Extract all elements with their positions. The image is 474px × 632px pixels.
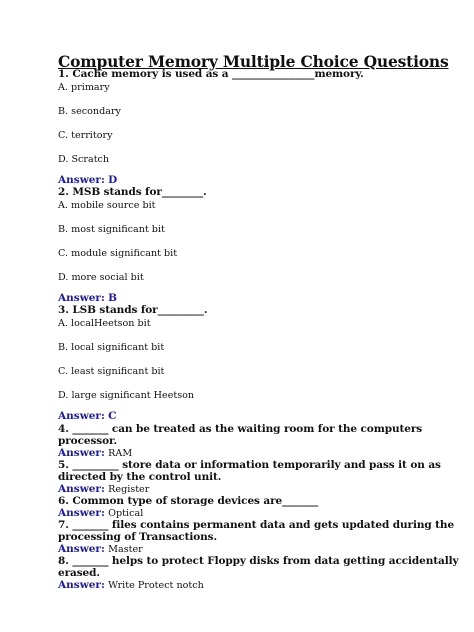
answer-label: Answer: (58, 507, 105, 519)
answer-label: Answer: (58, 410, 105, 422)
question-7-line-1: 7. _______ files contains permanent data and gets updated during the (58, 519, 455, 531)
q2-option-c: C. module significant bit (58, 248, 178, 259)
q3-answer (58, 410, 117, 422)
q1-option-c: C. territory (58, 130, 113, 141)
q4-answer (58, 447, 132, 459)
q1-option-d: D. Scratch (58, 154, 110, 165)
question-8-line-2: erased. (58, 567, 100, 579)
q3-option-b: B. local significant bit (58, 342, 165, 353)
answer-label: Answer: (58, 543, 105, 555)
answer-label: Answer: (58, 483, 105, 495)
q6-answer-value: Optical (108, 508, 144, 519)
question-4-line-2: processor. (58, 435, 118, 447)
q1-answer (58, 174, 117, 186)
q7-answer (58, 543, 143, 555)
q4-answer-value: RAM (108, 448, 133, 459)
question-3: 3. LSB stands for_________. (58, 304, 208, 316)
answer-label: Answer: (58, 174, 105, 186)
question-6: 6. Common type of storage devices are_______ (58, 495, 319, 507)
q2-answer (58, 292, 117, 304)
question-8-line-1: 8. _______ helps to protect Floppy disks from data getting accidentally (58, 555, 459, 567)
q8-answer (58, 579, 204, 591)
answer-label: Answer: (58, 447, 105, 459)
q5-answer-value: Register (108, 484, 150, 495)
q6-answer (58, 507, 143, 519)
q2-option-a: A. mobile source bit (58, 200, 156, 211)
q3-answer-value: C (108, 410, 117, 422)
question-2: 2. MSB stands for________. (58, 186, 207, 198)
q3-option-a: A. localHeetson bit (58, 318, 151, 329)
question-5-line-2: directed by the control unit. (58, 471, 222, 483)
answer-label: Answer: (58, 292, 105, 304)
q3-option-d: D. large significant Heetson (58, 390, 195, 401)
question-4-line-1: 4. _______ can be treated as the waiting room for the computers (58, 423, 423, 435)
q5-answer (58, 483, 149, 495)
question-5-line-1: 5. _________ store data or information temporarily and pass it on as (58, 459, 441, 471)
q2-option-d: D. more social bit (58, 272, 144, 283)
q1-option-a: A. primary (58, 82, 110, 93)
page-title: Computer Memory Multiple Choice Questions (58, 52, 449, 71)
q7-answer-value: Master (108, 544, 143, 555)
answer-label: Answer: (58, 579, 105, 591)
q3-option-c: C. least significant bit (58, 366, 165, 377)
question-1: 1. Cache memory is used as a ________________memory. (58, 68, 364, 80)
q1-option-b: B. secondary (58, 106, 121, 117)
q2-option-b: B. most significant bit (58, 224, 165, 235)
q2-answer-value: B (108, 292, 118, 304)
question-7-line-2: processing of Transactions. (58, 531, 218, 543)
q1-answer-value: D (108, 174, 118, 186)
q8-answer-value: Write Protect notch (108, 580, 204, 591)
